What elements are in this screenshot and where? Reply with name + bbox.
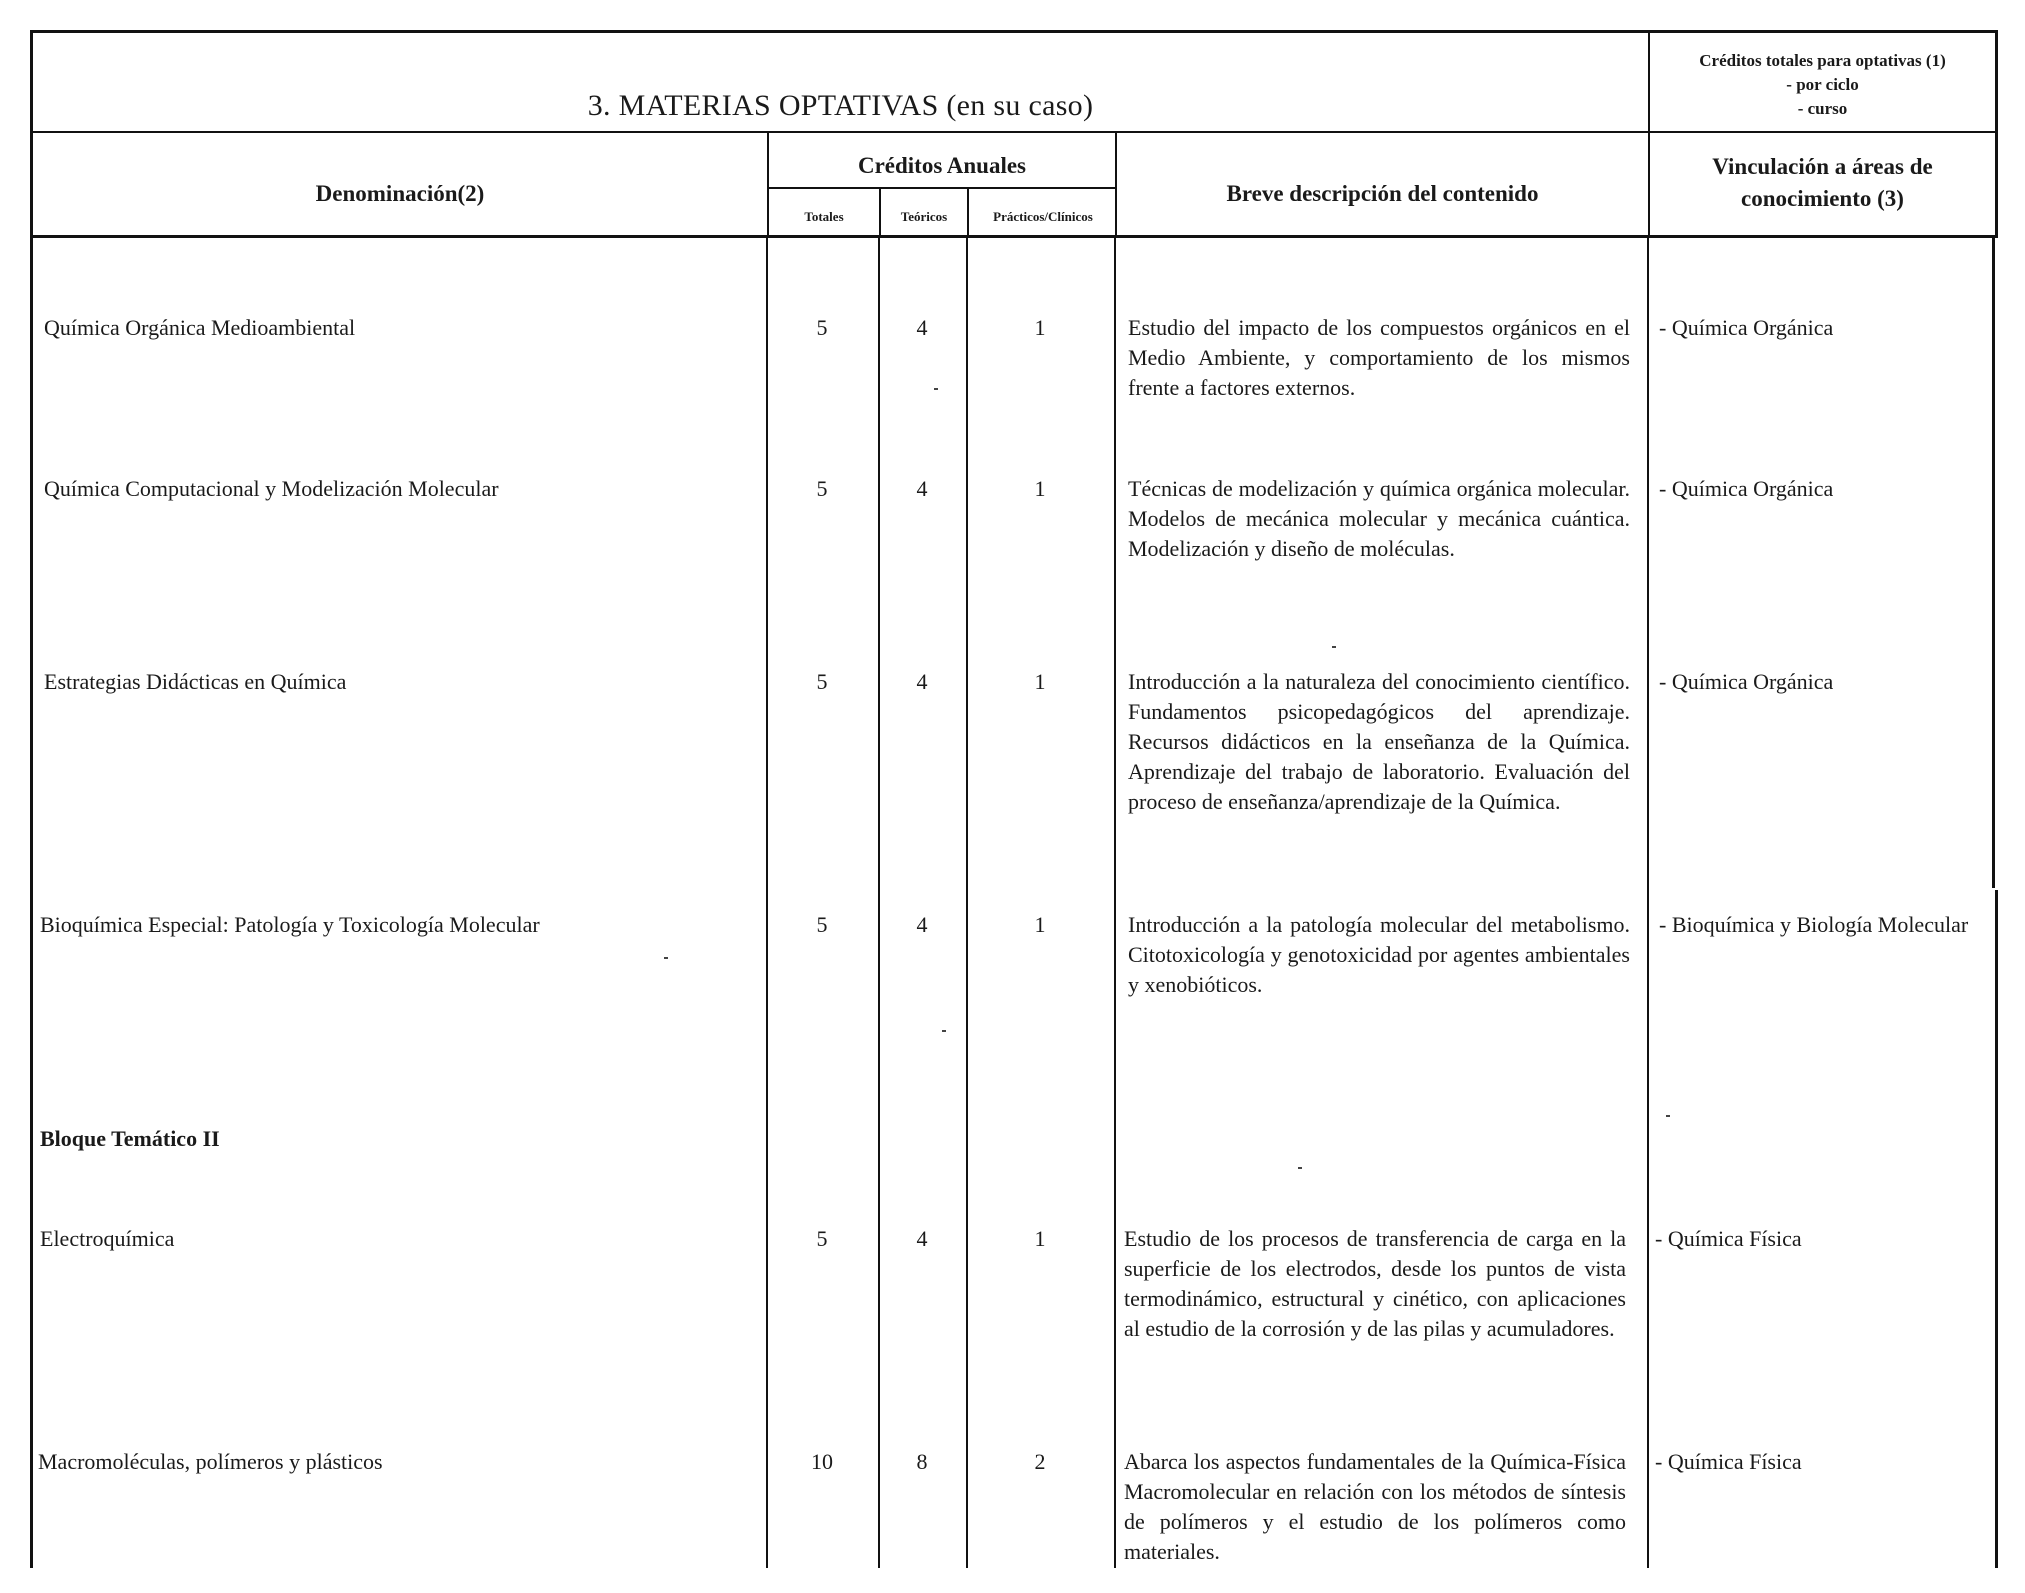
column-divider [1992,238,1995,888]
credits-teoricos: 4 [916,476,928,501]
column-header-label: Denominación(2) [315,181,485,206]
scan-speck [934,388,938,390]
credits-teoricos: 4 [916,1226,928,1251]
subject-name: Estrategias Didácticas en Química [44,669,347,694]
credits-teoricos: 4 [916,669,928,694]
subject-description: Introducción a la naturaleza del conocimiento científico. Fundamentos psicopedagógicos del aprendizaje. Recursos didácticos en la enseñanza de la Química. Aprendizaje del trabajo de laboratorio. Evaluación del proceso de enseñanza/aprendizaje de la Química. [1128,669,1630,814]
credits-note-line: - por ciclo [1786,75,1859,94]
credits-totales: 5 [816,912,828,937]
column-header-vinculacion: Vinculación a áreas de conocimiento (3) [1712,154,1933,211]
scan-speck [1332,646,1336,648]
credits-practicos: 1 [1034,476,1046,501]
credits-teoricos: 8 [916,1449,928,1474]
column-divider [1647,238,1649,1568]
subject-description: Estudio de los procesos de transferencia de carga en la superficie de los electrodos, desde los puntos de vista termodinámico, estructural y cinético, con aplicaciones al estudio de la corrosión y de las pilas y acumuladores. [1124,1226,1626,1341]
credits-practicos: 1 [1034,912,1046,937]
subject-description: Técnicas de modelización y química orgánica molecular. Modelos de mecánica molecular y mecánica cuántica. Modelización y diseño de moléculas. [1128,476,1630,561]
page-title: 3. MATERIAS OPTATIVAS (en su caso) [587,89,1094,122]
title-cell [33,33,1650,133]
knowledge-area: - Química Orgánica [1659,315,1834,340]
column-header-descripcion [1117,133,1650,235]
column-header-denominacion [33,133,769,235]
subject-name: Electroquímica [40,1226,175,1251]
credits-note [1650,33,1995,133]
scan-speck [664,957,668,959]
column-divider [966,238,968,1568]
column-header-label: Breve descripción del contenido [1226,181,1539,206]
column-header-label: Créditos Anuales [769,133,1115,189]
subject-name: Química Orgánica Medioambiental [44,315,356,340]
credits-totales: 5 [816,315,828,340]
column-header-totales: Totales [769,189,881,235]
column-header-practicos: Prácticos/Clínicos [993,209,1093,224]
credits-totales: 10 [811,1449,833,1474]
column-header-teoricos: Teóricos [881,189,969,235]
optativas-table [30,30,1998,1570]
column-divider [766,238,768,1568]
knowledge-area: - Química Orgánica [1659,669,1834,694]
credits-totales: 5 [816,476,828,501]
subject-name: Química Computacional y Modelización Molecular [44,476,499,501]
subject-description: Abarca los aspectos fundamentales de la Química-Física Macromolecular en relación con los métodos de síntesis de polímeros y el estudio de los polímeros como materiales. [1124,1449,1626,1564]
subject-description: Estudio del impacto de los compuestos orgánicos en el Medio Ambiente, y comportamiento de los mismos frente a factores externos. [1128,315,1630,400]
scan-speck [1298,1167,1302,1169]
knowledge-area: - Química Física [1655,1226,1802,1251]
column-divider [1995,890,1998,1568]
subject-description: Introducción a la patología molecular del metabolismo. Citotoxicología y genotoxicidad por agentes ambientales y xenobióticos. [1128,912,1630,997]
credits-practicos: 1 [1034,1226,1046,1251]
block-heading: Bloque Temático II [40,1126,220,1151]
knowledge-area: - Química Física [1655,1449,1802,1474]
knowledge-area: - Química Orgánica [1659,476,1834,501]
column-header-creditos [769,133,1117,235]
credits-teoricos: 4 [916,315,928,340]
credits-note-line: Créditos totales para optativas (1) [1699,51,1946,70]
credits-teoricos: 4 [916,912,928,937]
credits-totales: 5 [816,1226,828,1251]
scan-speck [1666,1115,1670,1117]
scan-speck [942,1030,946,1032]
knowledge-area: - Bioquímica y Biología Molecular [1659,912,1969,937]
credits-totales: 5 [816,669,828,694]
credits-note-line: - curso [1797,99,1848,118]
credits-practicos: 1 [1034,669,1046,694]
column-divider [878,238,880,1568]
subject-name: Macromoléculas, polímeros y plásticos [38,1449,383,1474]
table-header [30,30,1998,238]
column-divider [30,238,33,1568]
subject-name: Bioquímica Especial: Patología y Toxicología Molecular [40,912,540,937]
credits-practicos: 2 [1034,1449,1046,1474]
credits-practicos: 1 [1034,315,1046,340]
column-divider [1114,238,1116,1568]
